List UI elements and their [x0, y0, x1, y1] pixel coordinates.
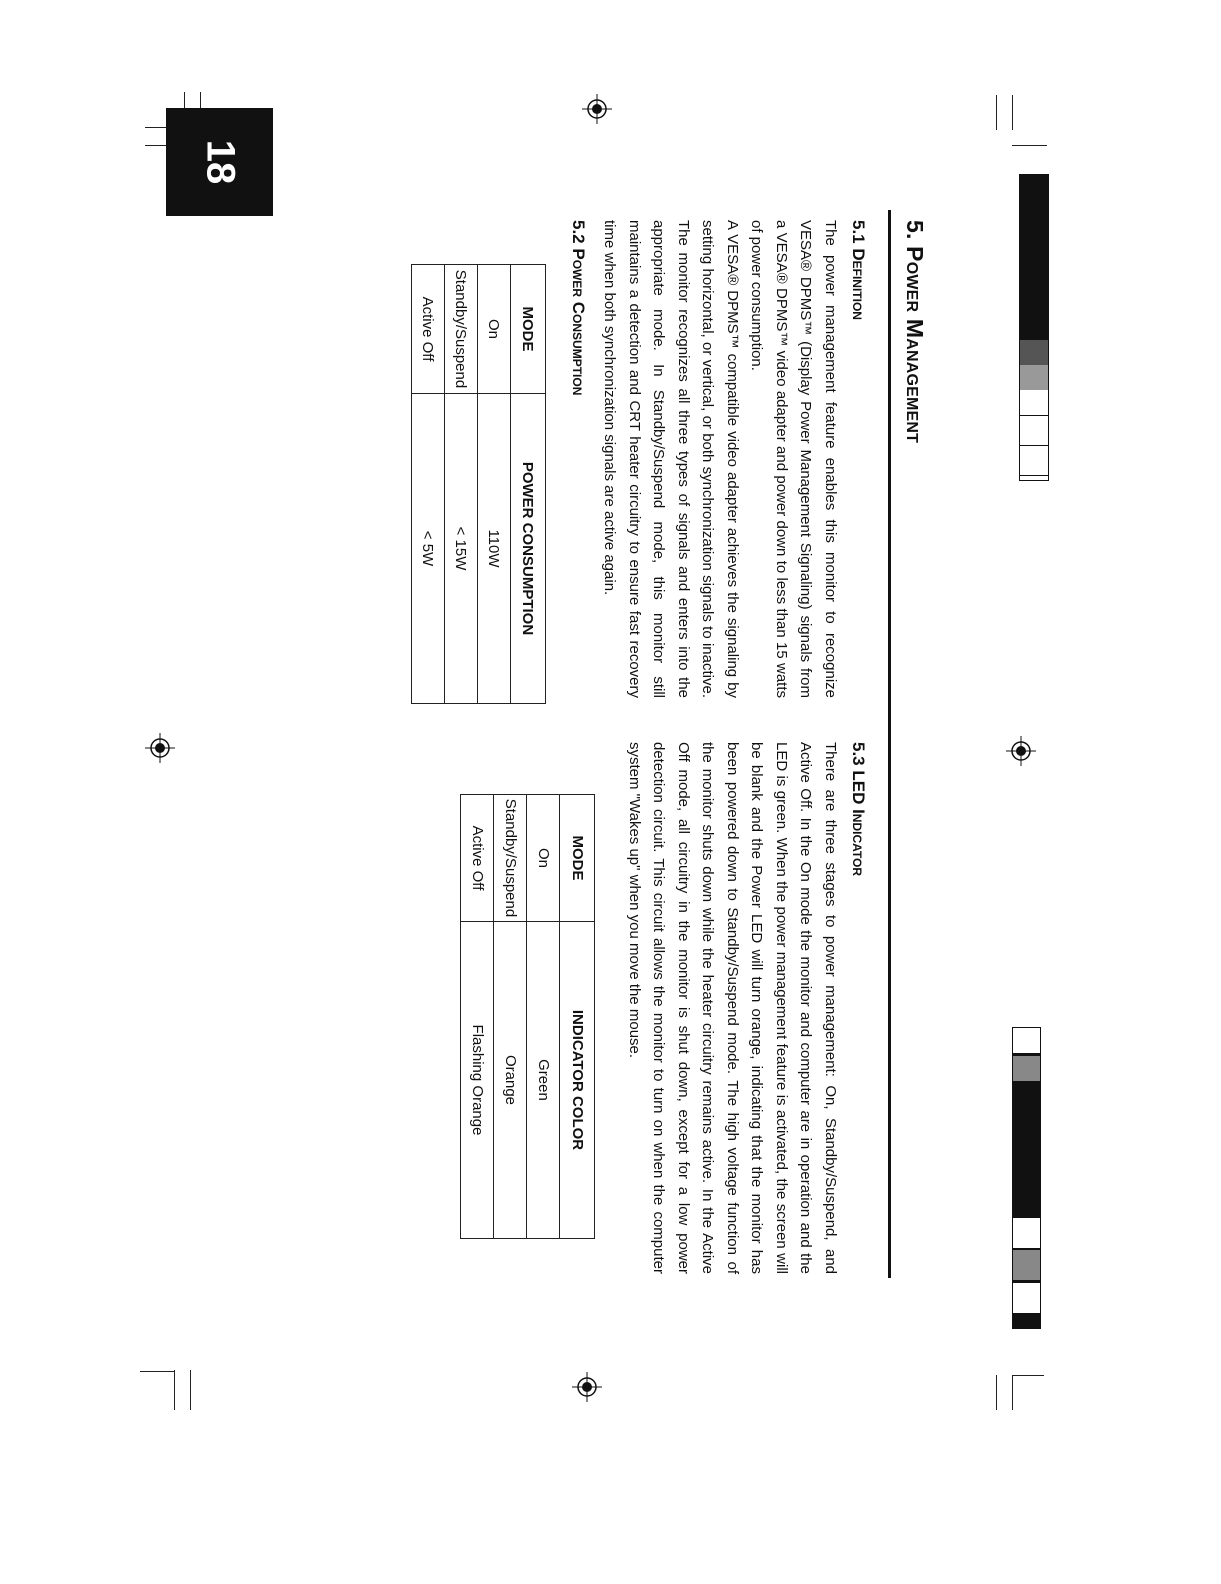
right-column	[461, 742, 869, 1274]
crop-mark	[1012, 95, 1013, 130]
table-row	[527, 795, 560, 1239]
page-content	[368, 210, 930, 1278]
registration-mark-icon	[582, 94, 612, 124]
table-row	[412, 265, 445, 704]
crop-mark	[190, 1370, 191, 1410]
table-cell: Green	[527, 922, 560, 1239]
color-bar-bottom	[1012, 1027, 1041, 1329]
color-bar-top	[1019, 174, 1049, 481]
definition-heading: 5.1 Definition	[849, 220, 868, 320]
table-header-row	[560, 795, 595, 1239]
table-cell: Flashing Orange	[461, 922, 494, 1239]
table-cell: Active Off	[461, 795, 494, 922]
registration-mark-icon	[145, 733, 175, 763]
table-header-row	[511, 265, 546, 704]
crop-mark	[1012, 145, 1047, 146]
table-header: POWER CONSUMPTION	[511, 394, 546, 704]
definition-paragraph: A VESA® DPMS™ compatible video adapter achieves the signaling by setting horizontal, or vertical, or both synchronization signals to inactive. The monitor recognizes all three types of signals and enters into the appropriate mode. In Standby/Suspend mode, this monitor still maintains a detection and CRT heater circuitry to ensure fast recovery time when both synchronization signals are active again.	[601, 220, 741, 698]
crop-mark	[996, 95, 997, 130]
page-number: 18	[198, 139, 242, 185]
table-row	[445, 265, 478, 704]
left-column	[411, 220, 868, 698]
led-indicator-table	[461, 794, 596, 1239]
crop-mark	[174, 1370, 175, 1410]
table-row	[494, 795, 527, 1239]
crop-mark	[1012, 1375, 1044, 1376]
table-cell: Standby/Suspend	[445, 265, 478, 394]
table-cell: Orange	[494, 922, 527, 1239]
table-header: MODE	[511, 265, 546, 394]
definition-paragraph: The power management feature enables this monitor to recognize VESA® DPMS™ (Display Power Management Signaling) signals from a VESA® DPMS™ video adapter and power down to less than 15 watts of power consumption.	[748, 220, 839, 698]
table-cell: On	[478, 265, 511, 394]
crop-mark	[996, 1375, 997, 1410]
table-cell: On	[527, 795, 560, 922]
registration-mark-icon	[1006, 736, 1036, 766]
table-cell: < 15W	[445, 394, 478, 704]
crop-mark	[140, 1371, 175, 1372]
table-header: INDICATOR COLOR	[560, 922, 595, 1239]
page-title: 5. Power Management	[902, 220, 928, 444]
table-row	[461, 795, 494, 1239]
table-cell: 110W	[478, 394, 511, 704]
led-indicator-heading: 5.3 LED Indicator	[849, 742, 868, 877]
title-rule	[888, 210, 891, 1278]
crop-mark	[1012, 1375, 1013, 1410]
table-header: MODE	[560, 795, 595, 922]
table-cell: Active Off	[412, 265, 445, 394]
registration-mark-icon	[572, 1372, 602, 1402]
table-row	[478, 265, 511, 704]
table-cell: < 5W	[412, 394, 445, 704]
power-consumption-table	[411, 264, 546, 704]
power-consumption-heading: 5.2 Power Consumption	[569, 220, 588, 396]
led-indicator-paragraph: There are three stages to power management: On, Standby/Suspend, and Active Off. In the On mode the monitor and computer are in operation and the LED is green. When the power management feature is activated, the screen will be blank and the Power LED will turn orange, indicating that the monitor has been powered down to Standby/Suspend mode. The high voltage function of the monitor shuts down while the heater circuitry remains active. In the Active Off mode, all circuitry in the monitor is shut down, except for a low power detection circuit. This circuit allows the monitor to turn on when the computer system "Wakes up" when you move the mouse.	[626, 742, 839, 1274]
table-cell: Standby/Suspend	[494, 795, 527, 922]
page-number-tab	[166, 108, 273, 216]
